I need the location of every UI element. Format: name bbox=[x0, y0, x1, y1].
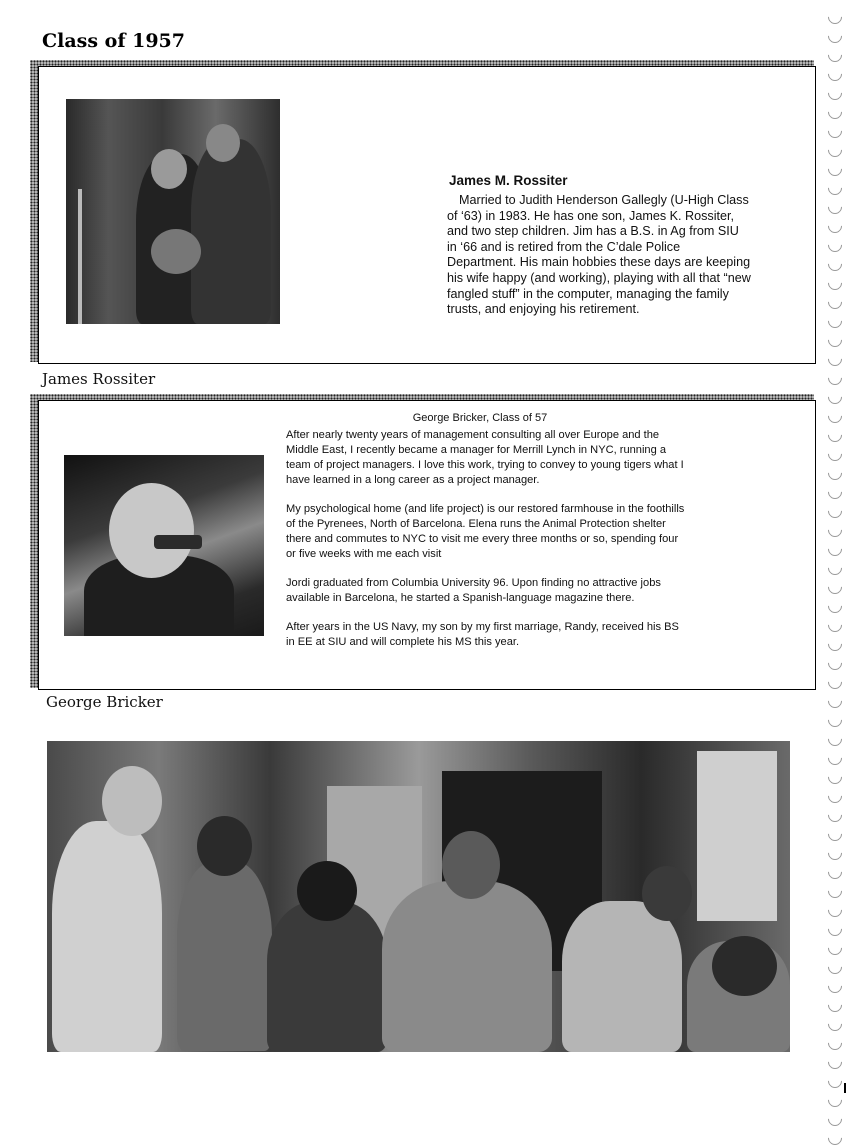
student-silhouette bbox=[562, 901, 682, 1052]
flower-bouquet bbox=[151, 229, 201, 274]
bio-paragraph: My psychological home (and life project) is our restored farmhouse in the foothills of the Pyrenees, North of Barcelona. Elena runs the Animal Protection shelter there and commutes to NYC to visit me every three months or so, spending four or five weeks with me each visit bbox=[286, 503, 685, 560]
person-head bbox=[206, 124, 240, 162]
student-head bbox=[297, 861, 357, 921]
photo-bricker bbox=[64, 455, 264, 636]
teacher-head bbox=[442, 831, 500, 899]
sunglasses bbox=[154, 535, 202, 549]
teacher-silhouette bbox=[382, 881, 552, 1052]
photo-caption: James Rossiter bbox=[42, 370, 156, 388]
person-head bbox=[151, 149, 187, 189]
bio-paragraph: Jordi graduated from Columbia University 96. Upon finding no attractive jobs available in Barcelona, he started a Spanish-language magazine there. bbox=[286, 577, 661, 604]
student-silhouette bbox=[177, 861, 272, 1051]
person-silhouette bbox=[191, 139, 271, 324]
classroom-group-photo bbox=[47, 741, 790, 1052]
profile-bio bbox=[286, 428, 686, 664]
bio-paragraph: After years in the US Navy, my son by my first marriage, Randy, received his BS in EE at SIU and will complete his MS this year. bbox=[286, 621, 679, 648]
microphone-stand bbox=[78, 189, 82, 324]
spiral-binding bbox=[828, 10, 844, 1090]
student-silhouette bbox=[267, 901, 387, 1052]
student-head bbox=[102, 766, 162, 836]
student-head bbox=[712, 936, 777, 996]
photo-rossiter bbox=[66, 99, 280, 324]
profile-bio: Married to Judith Henderson Gallegly (U-High Class of ‘63) in 1983. He has one son, James K. Rossiter, and two step children. Jim has a B.S. in Ag from SIU in ‘66 and is retired from the C’dale Police Department. His main hobbies these days are keeping his wife happy (and working), playing with all that “new fangled stuff” in the computer, managing the family trusts, and enjoying his retirement. bbox=[447, 193, 751, 317]
bulletin-board bbox=[697, 751, 777, 921]
bio-paragraph: After nearly twenty years of management consulting all over Europe and the Middle East, I recently became a manager for Merrill Lynch in NYC, running a team of project managers. I love this work, trying to convey to young tigers what I have learned in a long career as a project manager. bbox=[286, 429, 684, 486]
page-mark bbox=[844, 1083, 846, 1093]
page-title: Class of 1957 bbox=[42, 30, 186, 52]
profile-heading: George Bricker, Class of 57 bbox=[412, 412, 548, 424]
person-head bbox=[109, 483, 194, 578]
student-silhouette bbox=[52, 821, 162, 1052]
photo-caption: George Bricker bbox=[46, 693, 163, 711]
student-head bbox=[642, 866, 692, 921]
student-head bbox=[197, 816, 252, 876]
profile-name: James M. Rossiter bbox=[449, 173, 568, 188]
